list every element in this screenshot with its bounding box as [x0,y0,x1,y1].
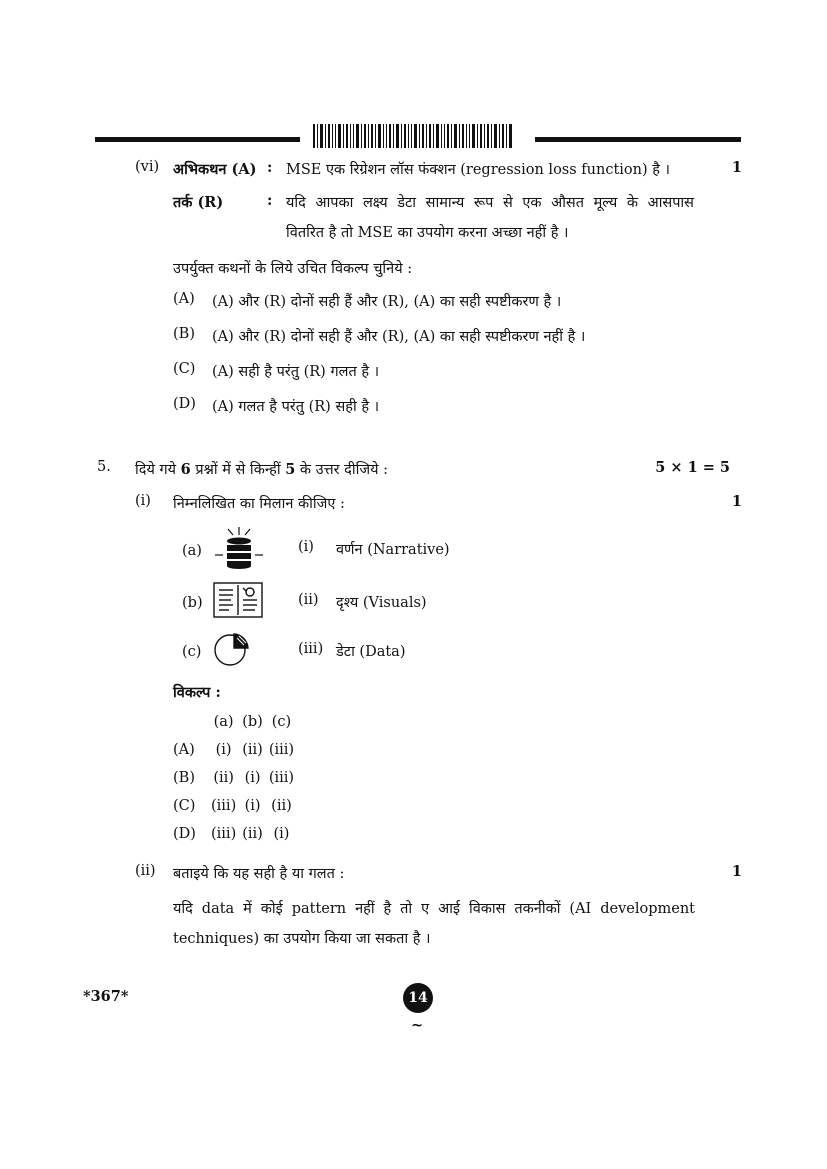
options-heading: विकल्प : [173,684,221,701]
barcode-icon [313,124,513,148]
statement-line2: techniques) का उपयोग किया जा सकता है । [173,931,431,947]
match-column-text: वर्णन (Narrative) [336,542,450,558]
option-label: (D) [173,826,196,842]
page-tilde: ~ [411,1017,424,1034]
option-label: (C) [173,798,196,814]
options-header-row [173,708,300,736]
match-item-label: (b) [182,595,203,611]
reason-label: तर्क (R) [173,194,224,211]
options-table [173,708,300,848]
reason-text-line2: वितरित है तो MSE का उपयोग करना अच्छा नहीं है । [286,225,569,241]
option-text: (A) और (R) दोनों सही हैं और (R), (A) का सही स्पष्टीकरण है । [212,294,562,310]
report-icon [213,582,263,618]
match-column-number: (ii) [298,592,319,608]
assertion-text: MSE एक रिग्रेशन लॉस फंक्शन (regression loss function) है । [286,162,671,178]
question-number: (vi) [135,159,160,175]
assertion-label: अभिकथन (A) [173,161,257,178]
reason-colon: : [267,192,273,209]
option-row [173,764,300,792]
sub-question-marks: 1 [731,493,742,510]
option-cell: (iii) [268,770,295,786]
option-cell: (iii) [211,826,237,842]
match-column-number: (iii) [298,641,324,657]
option-cell: (ii) [271,798,292,814]
option-cell: (ii) [242,742,263,758]
sub-question-text: बताइये कि यह सही है या गलत : [173,866,345,882]
match-item-label: (a) [182,543,202,559]
option-label: (A) [173,291,195,307]
option-label: (B) [173,326,195,342]
options-header-cell: (a) [213,714,234,730]
match-column-text: दृश्य (Visuals) [336,595,427,611]
question-text: दिये गये 6 प्रश्नों में से किन्हीं 5 के उत्तर दीजिये : [135,461,389,478]
option-cell: (i) [273,826,290,842]
question-marks: 5 × 1 = 5 [655,459,730,476]
option-cell: (iii) [211,798,237,814]
question-marks: 1 [731,159,742,176]
option-label: (D) [173,396,196,412]
sub-question-text: निम्नलिखित का मिलान कीजिए : [173,496,345,512]
instruction: उपर्युक्त कथनों के लिये उचित विकल्प चुनिये : [173,261,413,277]
paper-code: *367* [83,988,129,1005]
match-column-number: (i) [298,539,314,555]
option-cell: (i) [244,770,261,786]
option-cell: (ii) [242,826,263,842]
page-number: 14 [403,983,433,1013]
header-rule-right [535,137,741,142]
sub-question-number: (i) [135,493,151,509]
pie-chart-icon [212,632,252,668]
header-rule-left [95,137,300,142]
match-column-text: डेटा (Data) [336,644,406,660]
option-label: (A) [173,742,195,758]
option-label: (B) [173,770,195,786]
option-text: (A) सही है परंतु (R) गलत है । [212,364,380,380]
options-header-cell: (b) [242,714,263,730]
statement-line1: यदि data में कोई pattern नहीं है तो ए आई विकास तकनीकों (AI development [173,901,695,917]
question-number: 5. [97,459,111,475]
options-header-cell: (c) [271,714,292,730]
option-text: (A) गलत है परंतु (R) सही है । [212,399,380,415]
assertion-colon: : [267,159,273,176]
option-cell: (i) [215,742,232,758]
option-row [173,792,300,820]
reason-text-line1: यदि आपका लक्ष्य डेटा सामान्य रूप से एक औसत मूल्य के आसपास [286,195,694,211]
match-item-label: (c) [182,644,202,660]
option-text: (A) और (R) दोनों सही हैं और (R), (A) का सही स्पष्टीकरण नहीं है । [212,329,586,345]
option-cell: (i) [244,798,261,814]
sub-question-marks: 1 [731,863,742,880]
option-row [173,736,300,764]
option-row [173,820,300,848]
database-icon [212,527,266,571]
option-cell: (iii) [268,742,295,758]
option-cell: (ii) [213,770,234,786]
option-label: (C) [173,361,196,377]
sub-question-number: (ii) [135,863,156,879]
